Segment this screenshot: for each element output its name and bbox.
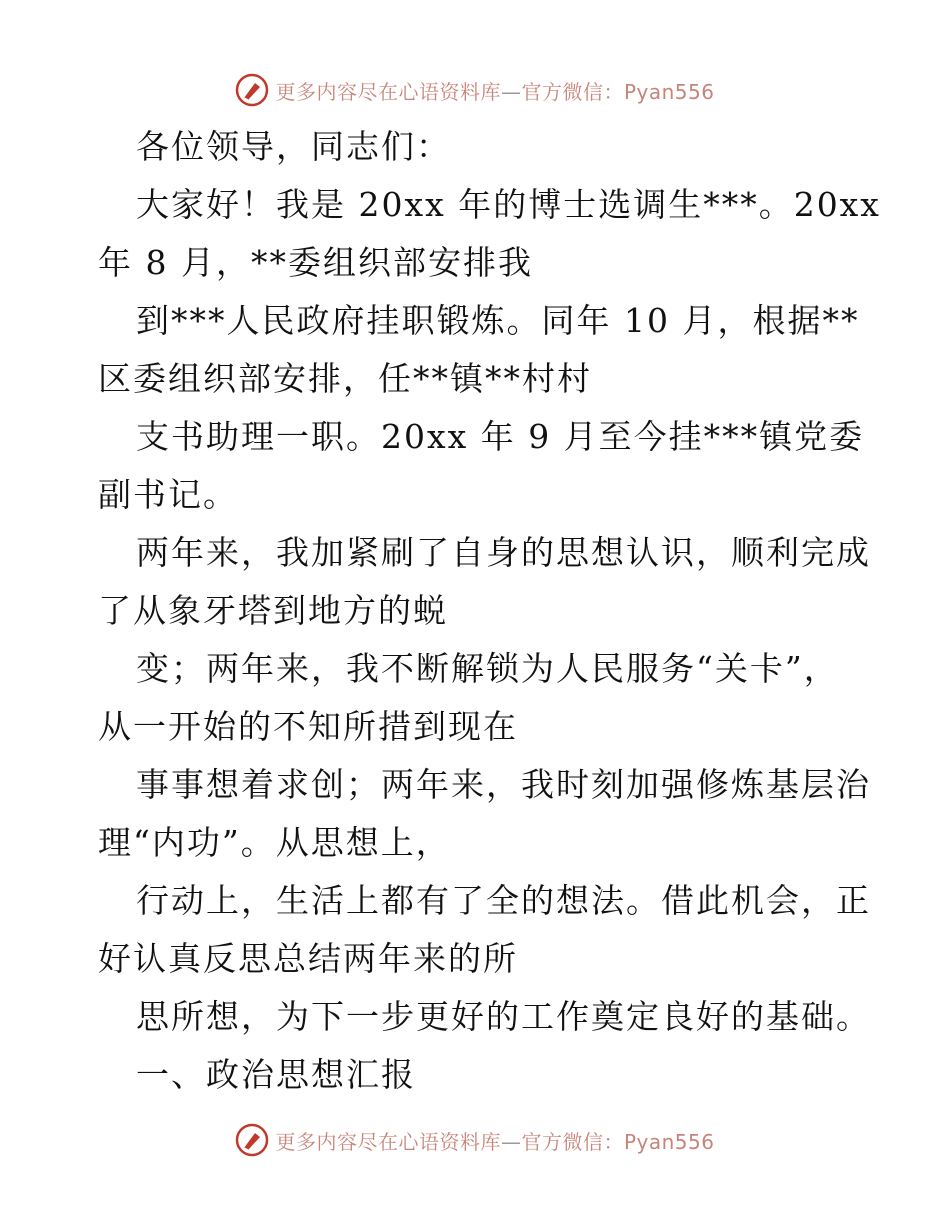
section-heading: 一、政治思想汇报	[136, 1055, 416, 1094]
body-line: 从一开始的不知所措到现在	[98, 707, 518, 746]
body-line: 了从象牙塔到地方的蜕	[98, 591, 448, 630]
body-line: 区委组织部安排，任**镇**村村	[98, 359, 592, 398]
body-line: 两年来，我加紧刷了自身的思想认识，顺利完成	[136, 533, 871, 572]
header-banner-text	[275, 76, 714, 105]
footer-banner-main: 更多内容尽在心语资料库	[275, 1129, 501, 1154]
body-line: 各位领导，同志们：	[136, 127, 451, 166]
body-line: 到***人民政府挂职锻炼。同年 10 月，根据**	[136, 301, 860, 340]
footer-banner-tail: 官方微信：Pyan556	[521, 1129, 715, 1154]
pen-nib-logo-icon	[235, 73, 269, 107]
document-body	[98, 118, 881, 1104]
footer-banner-sep: —	[500, 1129, 522, 1154]
body-line: 大家好！我是 20xx 年的博士选调生***。20xx	[136, 185, 881, 224]
body-line: 行动上，生活上都有了全的想法。借此机会，正	[136, 881, 871, 920]
header-banner	[0, 70, 950, 110]
body-line: 变；两年来，我不断解锁为人民服务“关卡”，	[136, 649, 839, 688]
body-line: 事事想着求创；两年来，我时刻加强修炼基层治	[136, 765, 871, 804]
header-banner-tail: 官方微信：Pyan556	[521, 79, 715, 104]
footer-banner	[0, 1120, 950, 1160]
header-banner-main: 更多内容尽在心语资料库	[275, 79, 501, 104]
body-line: 思所想，为下一步更好的工作奠定良好的基础。	[136, 997, 871, 1036]
body-line: 支书助理一职。20xx 年 9 月至今挂***镇党委	[136, 417, 865, 456]
body-line: 好认真反思总结两年来的所	[98, 939, 518, 978]
body-line: 理“内功”。从思想上，	[98, 823, 451, 862]
header-banner-sep: —	[500, 79, 522, 104]
pen-nib-logo-icon	[235, 1123, 269, 1157]
footer-banner-text	[275, 1126, 714, 1155]
body-line: 年 8 月，**委组织部安排我	[98, 243, 533, 282]
body-line: 副书记。	[98, 475, 238, 514]
